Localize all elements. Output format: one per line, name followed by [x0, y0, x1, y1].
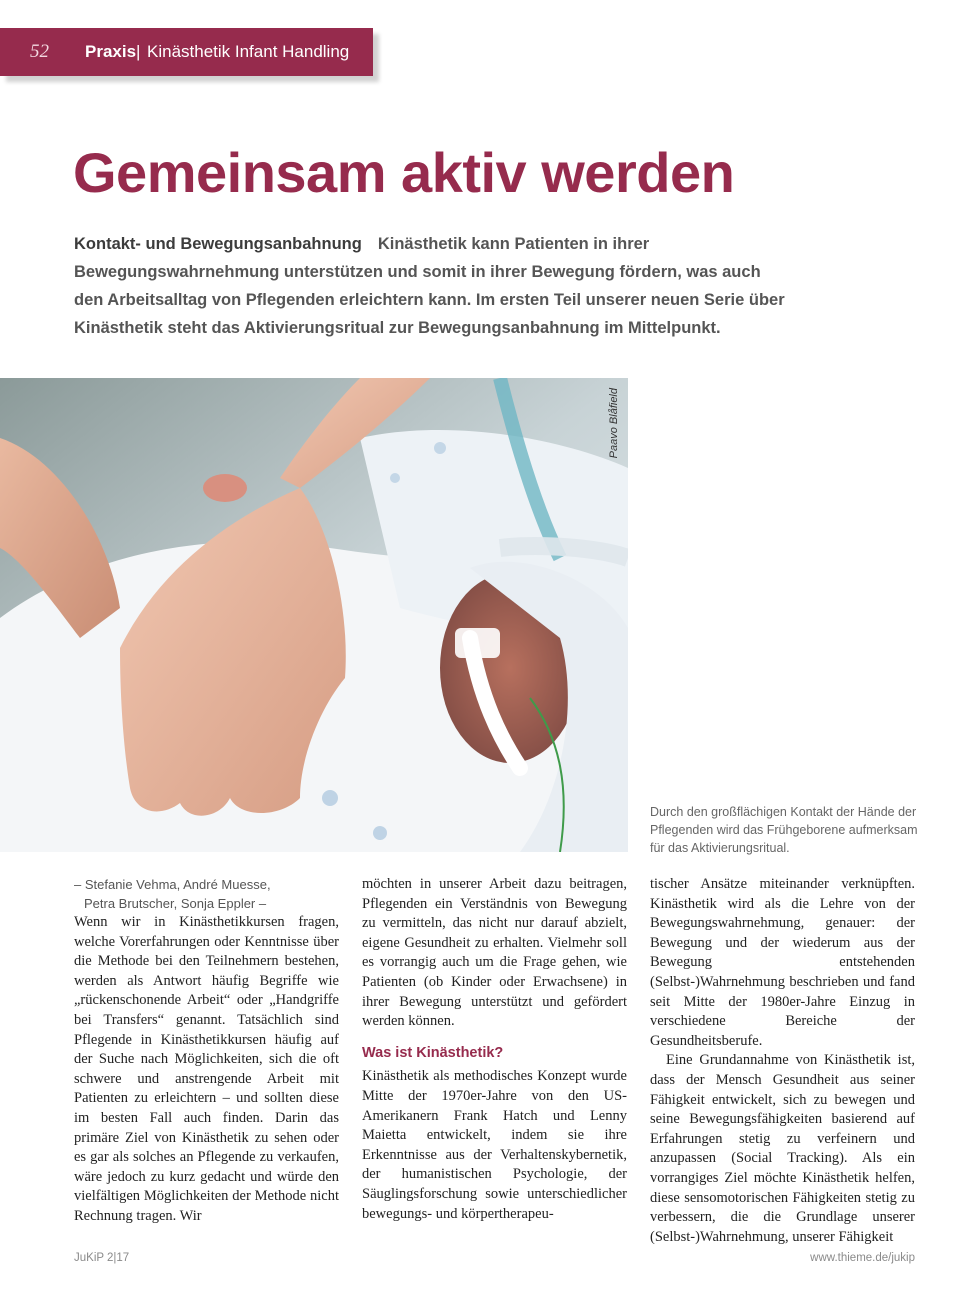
photo-credit: Paavo Blåfield: [608, 388, 620, 459]
article-authors: [74, 875, 339, 913]
authors-line-1: – Stefanie Vehma, André Muesse,: [74, 877, 271, 892]
section-header-band: [0, 28, 373, 76]
section-separator: |: [136, 42, 141, 61]
article-title: Gemeinsam aktiv werden: [73, 141, 735, 204]
photo-hands-on-premature-infant: [0, 378, 628, 852]
body-column-2: [362, 875, 627, 1224]
body-column-1: [74, 875, 339, 1227]
photo-caption: Durch den großflächigen Kontakt der Hände der Pflegenden wird das Frühgeborene aufmerksam für das Aktivierungsritual.: [650, 805, 918, 855]
body-paragraph: Eine Grundannahme von Kinästhetik ist, dass der Mensch Gesundheit aus seiner Fähigkeit entwickelt, sich zu bewegen und seine Bewegungsfähigkeiten basierend auf Erfahrungen stetig zu verfeinern und anzupassen (Social Tracking). Als ein vorrangiges Ziel möchte Kinästhetik helfen, diese sensomotorischen Fähigkeiten stetig zu verbessern, die die Grundlage unserer (Selbst-)Wahrnehmung, unserer Fähigkeit: [650, 1052, 915, 1245]
lead-kicker: Kontakt- und Bewegungsanbahnung: [74, 235, 362, 253]
body-paragraph: tischer Ansätze miteinander verknüpften. Kinästhetik wird als die Lehre von der Bewegungswahrnehmung, genauer: der Bewegung und der wiederum aus der Bewegung entstehenden (Selbst-)Wahrnehmung beschrieben und fand seit Mitte der 1980er-Jahre Einzug in verschiedene Bereiche der Gesundheitsberufe.: [650, 876, 915, 1049]
section-subheading: Was ist Kinästhetik?: [362, 1044, 504, 1061]
section-label: Praxis: [85, 42, 137, 61]
article-lead: [74, 230, 794, 342]
journal-issue: JuKiP 2|17: [74, 1252, 130, 1264]
body-column-3: [650, 875, 915, 1247]
journal-url[interactable]: www.thieme.de/jukip: [810, 1252, 915, 1264]
body-paragraph: möchten in unserer Arbeit dazu beitragen, Pflegenden ein Verständnis von Bewegung zu vermitteln, das nicht nur darauf abzielt, eigene Gesundheit zu erhalten. Vielmehr soll es vorrangig auch um die Frage gehen, wie Patienten (ob Kinder oder Erwachsene) in ihrer Bewegung unterstützt und gefördert werden können.: [362, 876, 627, 1030]
authors-line-2: Petra Brutscher, Sonja Eppler –: [84, 896, 267, 911]
page-number: 52: [30, 41, 49, 62]
section-topic: Kinästhetik Infant Handling: [147, 42, 350, 61]
body-paragraph: Kinästhetik als methodisches Konzept wurde Mitte der 1970er-Jahre von den US-Amerikanern Frank Hatch und Lenny Maietta entwickelt, indem sie ihre Erkenntnisse aus der Verhaltenskybernetik, der humanistischen Psychologie, der Säuglingsforschung sowie unterschiedlicher bewegungs- und körpertherapeu-: [362, 1068, 627, 1222]
body-paragraph: Wenn wir in Kinästhetikkursen fragen, welche Vorerfahrungen oder Kenntnisse über die Methode bei den Teilnehmern bestehen, werden als Antwort häufig Begriffe wie „rückenschonende Arbeit“ oder „Handgriffe bei Transfers“ genannt. Tatsächlich sind Pflegende in Kinästhetikkursen häufig auf der Suche nach Möglichkeiten, sich die oft schwere und anstrengende Arbeit mit Patienten zu erleichtern – und sollten diese im besten Fall auch finden. Darin das primäre Ziel von Kinästhetik zu sehen oder es gar als solches an Pflegende zu verkaufen, wäre jedoch zu kurz gedacht und würde den vielfältigen Möglichkeiten der Methode nicht Rechnung tragen. Wir: [74, 914, 339, 1224]
lead-text: Kinästhetik kann Patienten in ihrer Bewegungswahrnehmung unterstützen und somit in ihrer Bewegung fördern, was auch den Arbeitsalltag von Pflegenden erleichtern kann. Im ersten Teil unserer neuen Serie über Kinästhetik steht das Aktivierungsritual zur Bewegungsanbahnung im Mittelpunkt.: [74, 235, 785, 337]
article-photo: [0, 378, 628, 852]
